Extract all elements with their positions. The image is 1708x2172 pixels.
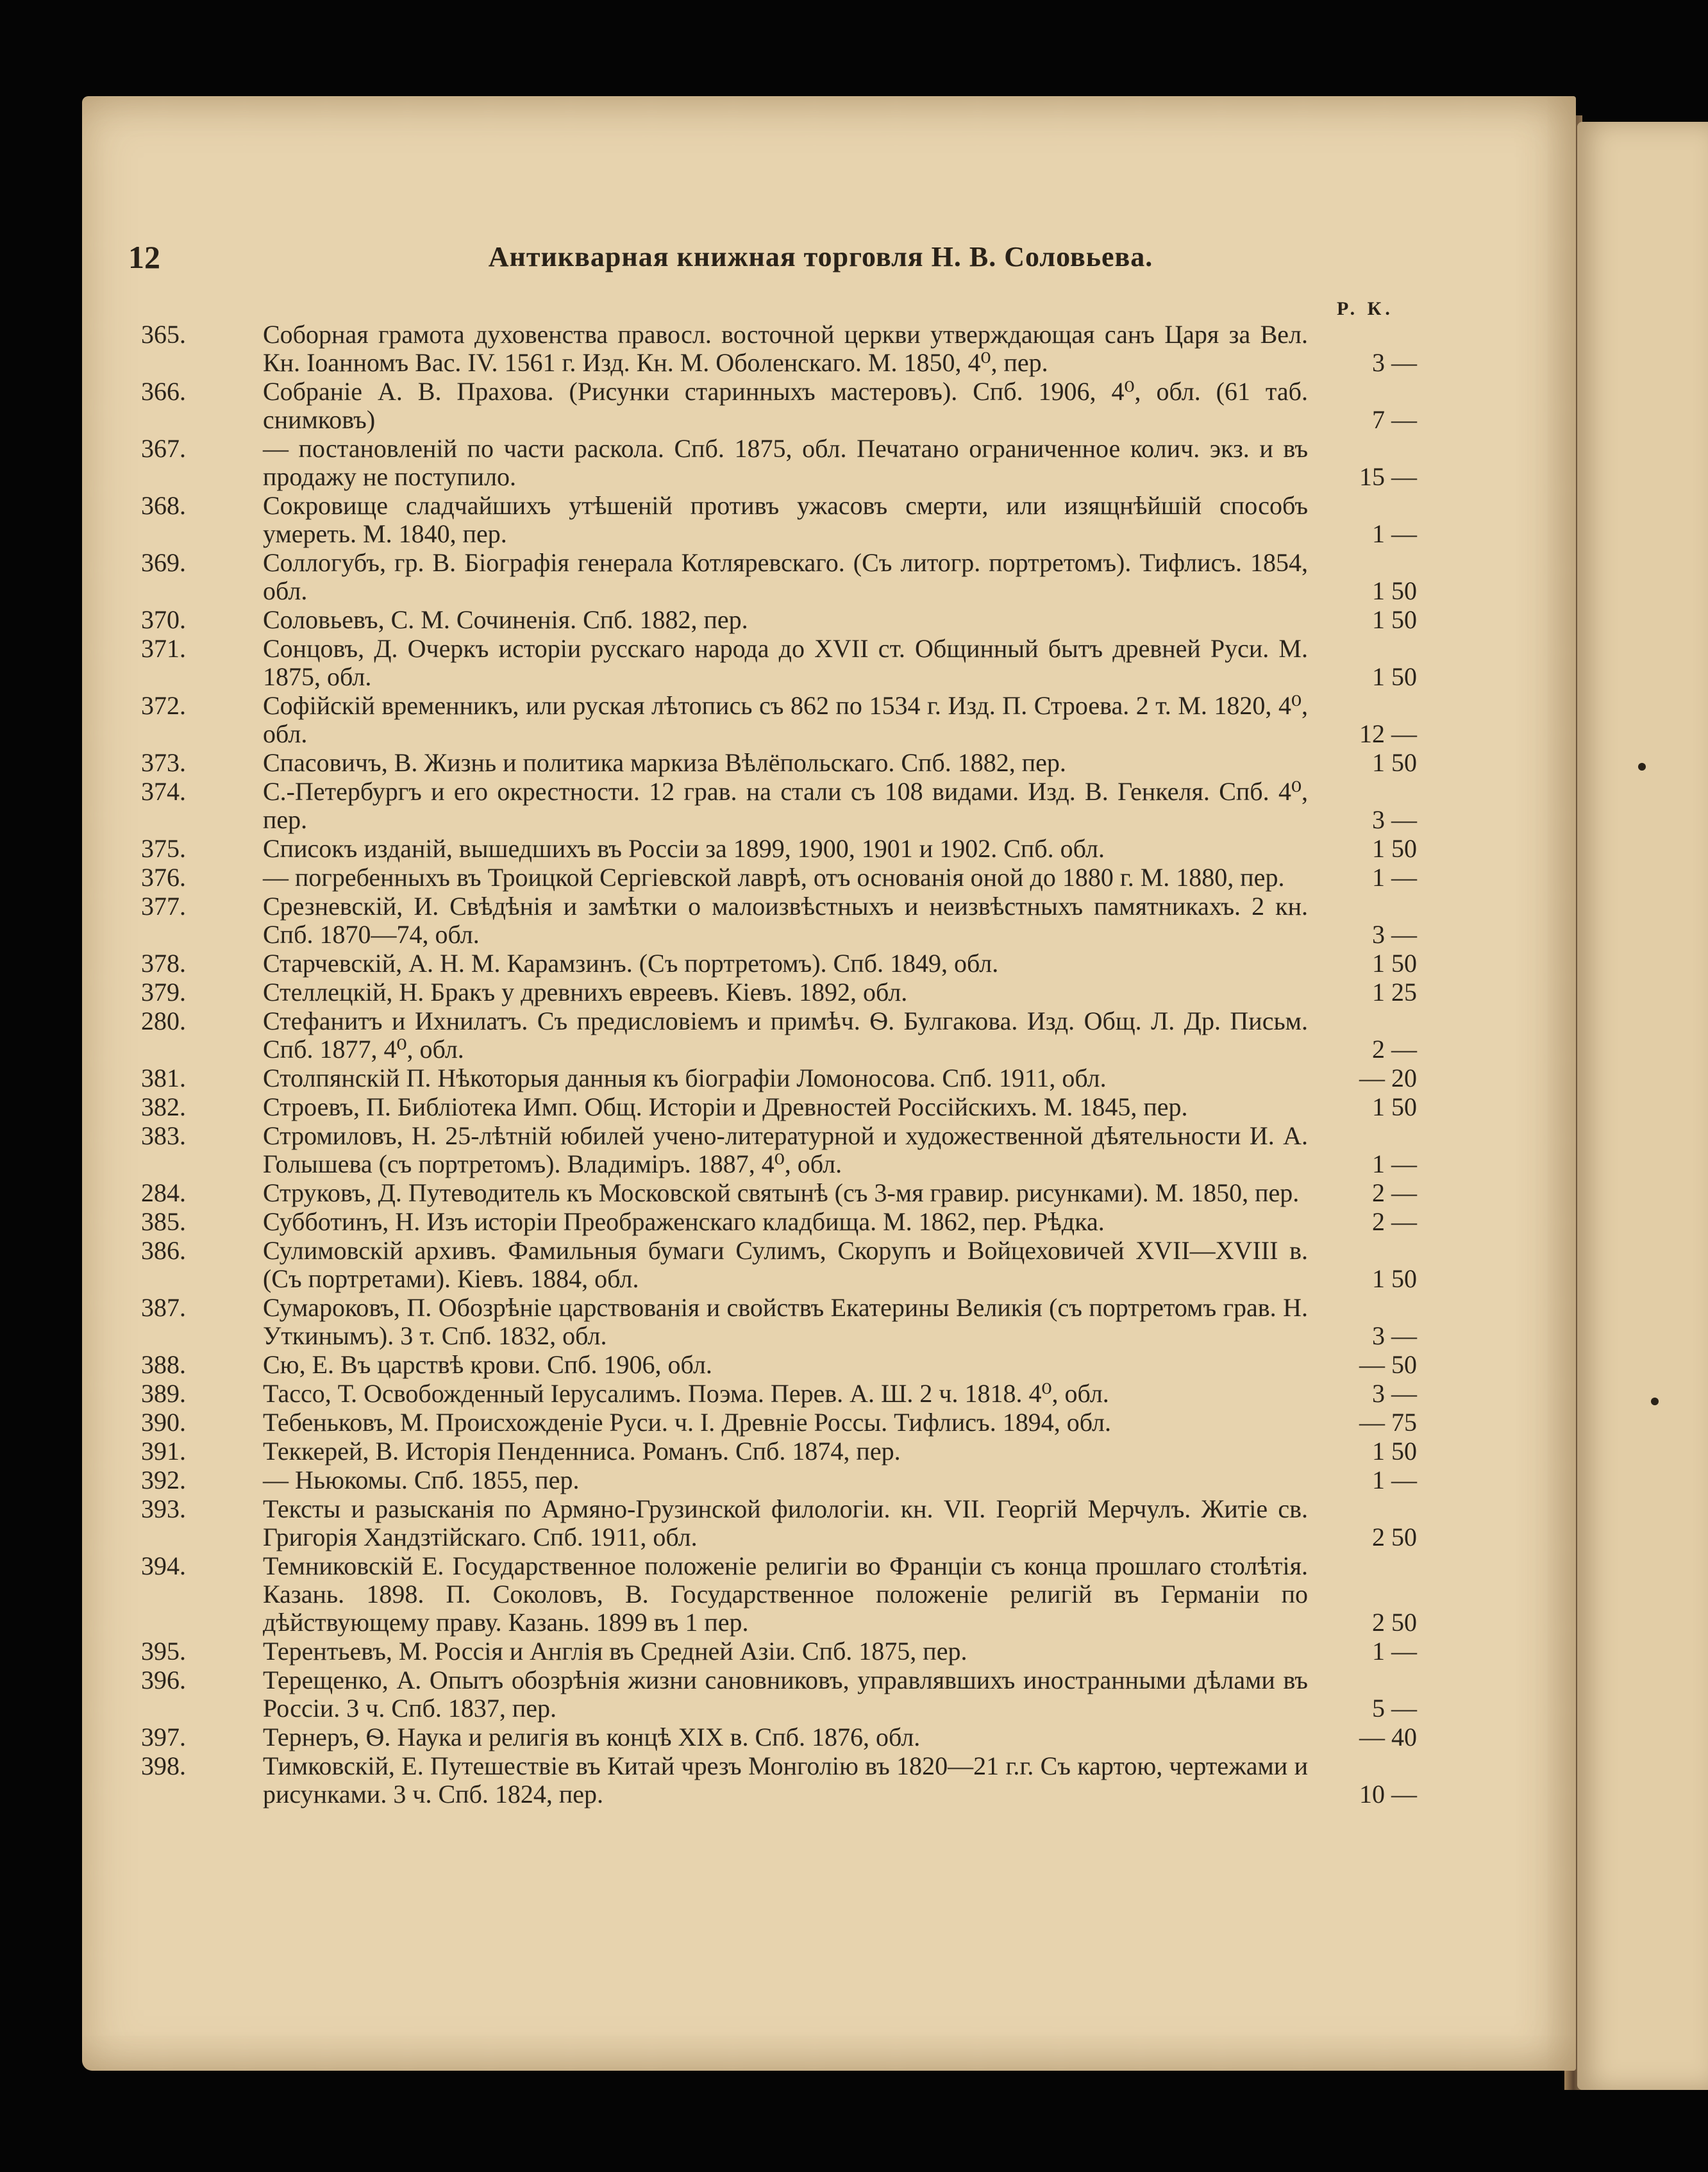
- catalog-entry: [141, 1551, 1417, 1637]
- entry-price: 2 50: [1372, 1523, 1417, 1551]
- entry-description: Тимковскій, Е. Путешествіе въ Китай чрезъ Монголію въ 1820—21 г.г. Съ картою, чертежами и рисунками. 3 ч. Спб. 1824, пер.: [263, 1751, 1308, 1809]
- entry-description: Стромиловъ, Н. 25-лѣтній юбилей учено-литературной и художественной дѣятельности И. А. Голышева (съ портретомъ). Владиміръ. 1887, 4⁰, обл.: [263, 1121, 1308, 1178]
- entry-description: Терещенко, А. Опытъ обозрѣнія жизни сановниковъ, управлявшихъ иностранными дѣлами въ Россіи. 3 ч. Спб. 1837, пер.: [263, 1666, 1308, 1723]
- entry-price: 1 —: [1372, 1637, 1417, 1666]
- entry-price: 1 50: [1372, 834, 1417, 863]
- catalog-entry: [141, 1350, 1417, 1379]
- entry-number: 376.: [141, 863, 186, 892]
- entry-price: 1 50: [1372, 605, 1417, 634]
- page-header: Антикварная книжная торговля Н. В. Соловьева.: [488, 241, 1153, 272]
- catalog-entry: [141, 892, 1417, 949]
- entry-number: 392.: [141, 1466, 186, 1494]
- catalog-entry: [141, 1092, 1417, 1121]
- entry-price: 1 50: [1372, 576, 1417, 605]
- entry-description: Старчевскій, А. Н. М. Карамзинъ. (Съ портретомъ). Спб. 1849, обл.: [263, 949, 999, 978]
- entry-description: Стефанитъ и Ихнилатъ. Съ предисловіемъ и примѣч. Ѳ. Булгакова. Изд. Общ. Л. Др. Письм. Спб. 1877, 4⁰, обл.: [263, 1007, 1308, 1064]
- entry-number: 280.: [141, 1007, 186, 1035]
- catalog-entry: [141, 320, 1417, 377]
- entry-description: Темниковскій Е. Государственное положеніе религіи во Франціи съ конца прошлаго столѣтія. Казань. 1898. П. Соколовъ, В. Государственное положеніе религій въ Германіи по дѣйствующему праву. Казань. 1899 въ 1 пер.: [263, 1551, 1308, 1637]
- entry-number: 284.: [141, 1178, 186, 1207]
- entry-number: 398.: [141, 1751, 186, 1780]
- catalog-entry: [141, 777, 1417, 834]
- entry-number: 390.: [141, 1408, 186, 1437]
- entry-number: 365.: [141, 320, 186, 349]
- entry-description: Сонцовъ, Д. Очеркъ исторіи русскаго народа до XVII ст. Общинный бытъ древней Руси. М. 1875, обл.: [263, 634, 1308, 691]
- entry-price: 1 50: [1372, 949, 1417, 978]
- catalog-entry: [141, 748, 1417, 777]
- catalog-entry: [141, 1466, 1417, 1494]
- ink-speck: [1651, 1398, 1659, 1405]
- entry-price: 7 —: [1372, 405, 1417, 434]
- entry-number: 375.: [141, 834, 186, 863]
- entry-price: 3 —: [1372, 920, 1417, 949]
- entry-description: Теккерей, В. Исторія Пенденниса. Романъ. Спб. 1874, пер.: [263, 1437, 901, 1466]
- entry-number: 383.: [141, 1121, 186, 1150]
- entry-description: Собраніе А. В. Прахова. (Рисунки старинныхъ мастеровъ). Спб. 1906, 4⁰, обл. (61 таб. снимковъ): [263, 377, 1308, 434]
- entry-number: 391.: [141, 1437, 186, 1466]
- entry-description: Сокровище сладчайшихъ утѣшеній противъ ужасовъ смерти, или изящнѣйшій способъ умереть. М. 1840, пер.: [263, 491, 1308, 548]
- entry-description: Списокъ изданій, вышедшихъ въ Россіи за 1899, 1900, 1901 и 1902. Спб. обл.: [263, 834, 1105, 863]
- entry-number: 397.: [141, 1723, 186, 1751]
- entry-price: 10 —: [1359, 1780, 1417, 1809]
- entry-number: 381.: [141, 1064, 186, 1092]
- catalog-entry: [141, 605, 1417, 634]
- catalog-entry: [141, 1751, 1417, 1809]
- catalog-entry: [141, 434, 1417, 491]
- entry-description: Тексты и разысканія по Армяно-Грузинской филологіи. кн. VII. Георгій Мерчулъ. Житіе св. Григорія Хандзтійскаго. Спб. 1911, обл.: [263, 1494, 1308, 1551]
- entry-number: 373.: [141, 748, 186, 777]
- entry-price: 5 —: [1372, 1694, 1417, 1723]
- catalog-entry: [141, 491, 1417, 548]
- entry-price: 3 —: [1372, 348, 1417, 377]
- entry-number: 366.: [141, 377, 186, 406]
- entry-number: 388.: [141, 1350, 186, 1379]
- catalog-entry: [141, 1379, 1417, 1408]
- catalog-entry: [141, 1437, 1417, 1466]
- entry-price: 1 —: [1372, 1149, 1417, 1178]
- entry-price: — 20: [1359, 1064, 1417, 1092]
- entry-description: Спасовичъ, В. Жизнь и политика маркиза Вѣлёпольскаго. Спб. 1882, пер.: [263, 748, 1066, 777]
- entry-price: 12 —: [1359, 719, 1417, 748]
- entry-description: Струковъ, Д. Путеводитель къ Московской святынѣ (съ 3-мя гравир. рисунками). М. 1850, пер.: [263, 1178, 1300, 1207]
- entry-description: Столпянскій П. Нѣкоторыя данныя къ біографіи Ломоносова. Спб. 1911, обл.: [263, 1064, 1107, 1092]
- catalog-entry: [141, 1207, 1417, 1236]
- entry-price: 1 50: [1372, 1092, 1417, 1121]
- entry-number: 369.: [141, 548, 186, 577]
- entry-price: 2 —: [1372, 1207, 1417, 1236]
- entry-price: — 75: [1359, 1408, 1417, 1437]
- entry-price: 1 25: [1372, 978, 1417, 1007]
- entry-description: Сю, Е. Въ царствѣ крови. Спб. 1906, обл.: [263, 1350, 712, 1379]
- page-number: 12: [128, 239, 160, 275]
- catalog-entry: [141, 691, 1417, 748]
- entry-price: 1 50: [1372, 748, 1417, 777]
- entry-number: 387.: [141, 1293, 186, 1322]
- catalog-entry: [141, 1121, 1417, 1178]
- entry-description: Стеллецкій, Н. Бракъ у древнихъ евреевъ. Кіевъ. 1892, обл.: [263, 978, 908, 1007]
- entry-price: 2 —: [1372, 1035, 1417, 1064]
- entry-number: 382.: [141, 1092, 186, 1121]
- entry-number: 393.: [141, 1494, 186, 1523]
- entry-number: 377.: [141, 892, 186, 921]
- entry-number: 379.: [141, 978, 186, 1007]
- entry-number: 394.: [141, 1551, 186, 1580]
- entry-description: — погребенныхъ въ Троицкой Сергіевской лаврѣ, отъ основанія оной до 1880 г. М. 1880, пер.: [263, 863, 1285, 892]
- entry-number: 370.: [141, 605, 186, 634]
- catalog-entry: [141, 548, 1417, 605]
- catalog-entry: [141, 1494, 1417, 1551]
- entry-price: 3 —: [1372, 1379, 1417, 1408]
- entry-number: 389.: [141, 1379, 186, 1408]
- entry-description: Тебеньковъ, М. Происхожденіе Руси. ч. I. Древніе Россы. Тифлисъ. 1894, обл.: [263, 1408, 1112, 1437]
- entry-price: 2 50: [1372, 1608, 1417, 1637]
- catalog-entry: [141, 1236, 1417, 1293]
- entry-number: 386.: [141, 1236, 186, 1265]
- entry-number: 371.: [141, 634, 186, 663]
- catalog-entry: [141, 1293, 1417, 1350]
- entry-description: — постановленій по части раскола. Спб. 1875, обл. Печатано ограниченное колич. экз. и въ продажу не поступило.: [263, 434, 1308, 491]
- ink-speck: [1638, 763, 1646, 771]
- currency-heading: Р. К.: [1337, 298, 1394, 319]
- entry-number: 396.: [141, 1666, 186, 1694]
- entry-description: Соловьевъ, С. М. Сочиненія. Спб. 1882, пер.: [263, 605, 748, 634]
- entry-description: Соллогубъ, гр. В. Біографія генерала Котляревскаго. (Съ литогр. портретомъ). Тифлисъ. 1854, обл.: [263, 548, 1308, 605]
- catalog-entry: [141, 1007, 1417, 1064]
- catalog-entry: [141, 1064, 1417, 1092]
- entry-description: Софійскій временникъ, или руская лѣтопись съ 862 по 1534 г. Изд. П. Строева. 2 т. М. 1820, 4⁰, обл.: [263, 691, 1308, 748]
- entry-description: Тассо, Т. Освобожденный Іерусалимъ. Поэма. Перев. А. Ш. 2 ч. 1818. 4⁰, обл.: [263, 1379, 1109, 1408]
- entry-number: 378.: [141, 949, 186, 978]
- catalog-entry: [141, 834, 1417, 863]
- entry-number: 385.: [141, 1207, 186, 1236]
- entry-number: 367.: [141, 434, 186, 463]
- entry-price: 1 50: [1372, 1264, 1417, 1293]
- entry-number: 395.: [141, 1637, 186, 1666]
- catalog-entry: [141, 863, 1417, 892]
- entry-description: — Ньюкомы. Спб. 1855, пер.: [263, 1466, 580, 1494]
- catalog-entry: [141, 377, 1417, 434]
- entry-price: 1 —: [1372, 863, 1417, 892]
- entry-price: — 40: [1359, 1723, 1417, 1751]
- entry-price: 15 —: [1359, 462, 1417, 491]
- catalog-entry: [141, 949, 1417, 978]
- catalog-entry: [141, 1666, 1417, 1723]
- entry-price: 3 —: [1372, 1321, 1417, 1350]
- catalog-entry: [141, 1723, 1417, 1751]
- entry-description: Терентьевъ, М. Россія и Англія въ Средней Азіи. Спб. 1875, пер.: [263, 1637, 967, 1666]
- entry-number: 372.: [141, 691, 186, 720]
- entry-description: С.-Петербургъ и его окрестности. 12 грав. на стали съ 108 видами. Изд. В. Генкеля. Спб. 4⁰, пер.: [263, 777, 1308, 834]
- facing-page-edge: [1577, 122, 1708, 2090]
- entry-price: 1 50: [1372, 1437, 1417, 1466]
- catalog-entry: [141, 1178, 1417, 1207]
- entry-price: — 50: [1359, 1350, 1417, 1379]
- entry-description: Срезневскій, И. Свѣдѣнія и замѣтки о малоизвѣстныхъ и неизвѣстныхъ памятникахъ. 2 кн. Спб. 1870—74, обл.: [263, 892, 1308, 949]
- entry-description: Сумароковъ, П. Обозрѣніе царствованія и свойствъ Екатерины Великія (съ портретомъ грав. Н. Уткинымъ). 3 т. Спб. 1832, обл.: [263, 1293, 1308, 1350]
- catalog-list: [141, 320, 1417, 1809]
- entry-price: 1 —: [1372, 1466, 1417, 1494]
- entry-price: 2 —: [1372, 1178, 1417, 1207]
- entry-description: Субботинъ, Н. Изъ исторіи Преображенскаго кладбища. М. 1862, пер. Рѣдка.: [263, 1207, 1105, 1236]
- entry-description: Тернеръ, Ѳ. Наука и религія въ концѣ XIX в. Спб. 1876, обл.: [263, 1723, 921, 1751]
- entry-price: 3 —: [1372, 805, 1417, 834]
- catalog-entry: [141, 1637, 1417, 1666]
- entry-price: 1 —: [1372, 519, 1417, 548]
- entry-description: Соборная грамота духовенства правосл. восточной церкви утверждающая санъ Царя за Вел. Кн. Іоанномъ Вас. IV. 1561 г. Изд. Кн. М. Оболенскаго. М. 1850, 4⁰, пер.: [263, 320, 1308, 377]
- entry-price: 1 50: [1372, 662, 1417, 691]
- catalog-entry: [141, 634, 1417, 691]
- entry-number: 368.: [141, 491, 186, 520]
- entry-number: 374.: [141, 777, 186, 806]
- entry-description: Сулимовскій архивъ. Фамильныя бумаги Сулимъ, Скорупъ и Войцеховичей XVII—XVIII в. (Съ портретами). Кіевъ. 1884, обл.: [263, 1236, 1308, 1293]
- entry-description: Строевъ, П. Библіотека Имп. Общ. Исторіи и Древностей Россійскихъ. М. 1845, пер.: [263, 1092, 1188, 1121]
- catalog-entry: [141, 978, 1417, 1007]
- catalog-entry: [141, 1408, 1417, 1437]
